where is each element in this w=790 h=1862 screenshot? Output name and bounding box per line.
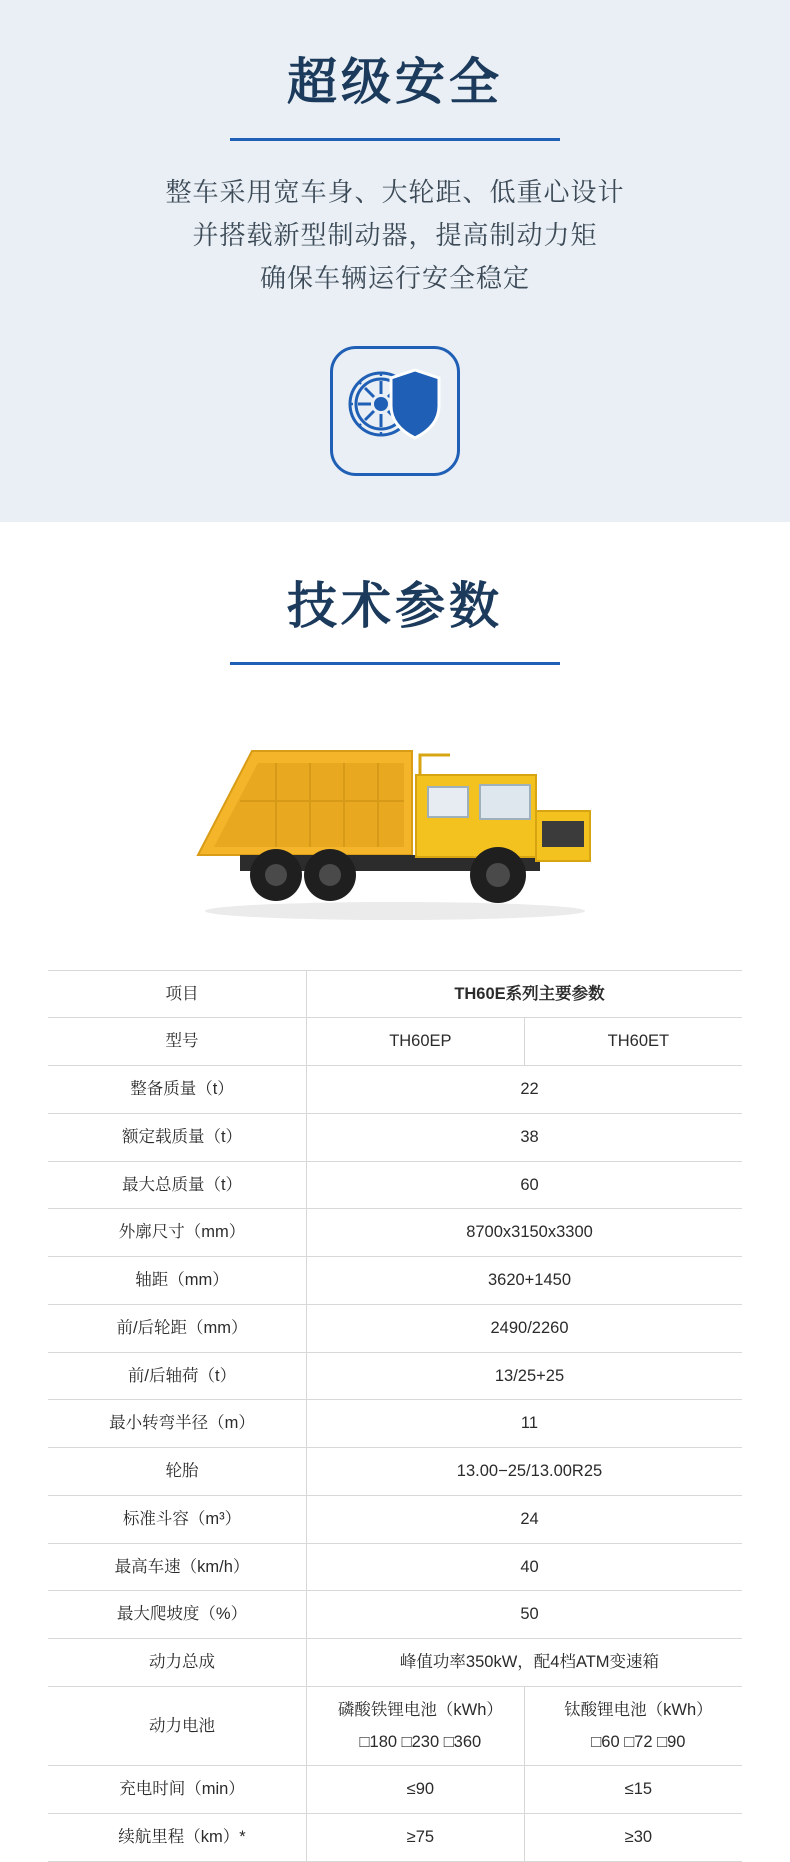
cell-value: 22 <box>307 1066 743 1114</box>
cell-item: 轮胎 <box>165 1462 199 1481</box>
table-row <box>48 1400 742 1448</box>
wheel-shield-icon <box>347 366 443 455</box>
cell-item: 动力电池 <box>149 1716 215 1735</box>
table-row <box>48 1448 742 1496</box>
cell-value-1: ≥75 <box>307 1814 525 1862</box>
table-row <box>48 1352 742 1400</box>
table-row-header <box>48 970 742 1018</box>
table-row <box>48 1543 742 1591</box>
spec-table-wrap <box>0 940 790 1862</box>
cell-item: 前/后轴荷（t） <box>127 1366 237 1385</box>
cell-value: 38 <box>307 1113 743 1161</box>
table-row <box>48 1591 742 1639</box>
safety-description <box>0 171 790 300</box>
table-row <box>48 1161 742 1209</box>
battery-1-type: 磷酸铁锂电池（kWh） <box>337 1700 503 1719</box>
cell-item: 续航里程（km）* <box>118 1828 246 1847</box>
cell-item: 外廓尺寸（mm） <box>118 1223 246 1242</box>
tech-params-section <box>0 522 790 1862</box>
cell-value: 11 <box>307 1400 743 1448</box>
table-row <box>48 1209 742 1257</box>
cell-item: 最大爬坡度（%） <box>116 1605 248 1624</box>
cell-item: 最大总质量（t） <box>121 1175 243 1194</box>
cell-item: 轴距（mm） <box>135 1271 229 1290</box>
table-row-model <box>48 1018 742 1066</box>
table-row <box>48 1113 742 1161</box>
cell-item: 前/后轮距（mm） <box>116 1318 248 1337</box>
cell-value: 峰值功率350kW，配4档ATM变速箱 <box>307 1639 743 1687</box>
safety-desc-line-1: 整车采用宽车身、大轮距、低重心设计 <box>165 177 625 207</box>
cell-item: 整备质量（t） <box>130 1080 234 1099</box>
cell-item: 额定载质量（t） <box>121 1127 243 1146</box>
battery-1-options: □180 □230 □360 <box>359 1732 482 1751</box>
safety-desc-line-2: 并搭载新型制动器，提高制动力矩 <box>192 219 598 250</box>
cell-item: 标准斗容（m³） <box>122 1509 242 1528</box>
tech-title-divider <box>230 662 560 665</box>
spec-table <box>48 970 742 1862</box>
table-row <box>48 1304 742 1352</box>
cell-value-1: ≤90 <box>307 1766 525 1814</box>
table-row <box>48 1257 742 1305</box>
safety-desc-line-3: 确保车辆运行安全稳定 <box>259 262 530 293</box>
table-row <box>48 1639 742 1687</box>
cell-value: 8700x3150x3300 <box>307 1209 743 1257</box>
cell-value: 13.00−25/13.00R25 <box>307 1448 743 1496</box>
cell-item: 动力总成 <box>149 1653 215 1672</box>
tech-params-title: 技术参数 <box>287 577 503 634</box>
cell-item: 充电时间（min） <box>119 1780 245 1799</box>
cell-item: 型号 <box>165 1032 199 1051</box>
truck-image <box>0 705 790 940</box>
table-row-battery <box>48 1686 742 1766</box>
cell-value: 13/25+25 <box>307 1352 743 1400</box>
safety-icon-badge <box>330 346 460 476</box>
cell-value-2: ≤15 <box>524 1766 742 1814</box>
table-row <box>48 1066 742 1114</box>
cell-value: 50 <box>307 1591 743 1639</box>
table-row-charge-time <box>48 1766 742 1814</box>
table-row <box>48 1495 742 1543</box>
cell-item: 最高车速（km/h） <box>114 1557 250 1576</box>
cell-item: 项目 <box>165 984 199 1003</box>
cell-value: 3620+1450 <box>307 1257 743 1305</box>
cell-battery-1 <box>307 1686 525 1766</box>
cell-item: 最小转弯半径（m） <box>109 1414 255 1433</box>
cell-value: 24 <box>307 1495 743 1543</box>
title-divider <box>230 138 560 141</box>
table-row-range <box>48 1814 742 1862</box>
cell-series-title: TH60E系列主要参数 <box>307 970 743 1018</box>
cell-value-2: TH60ET <box>524 1018 742 1066</box>
battery-2-type: 钛酸锂电池（kWh） <box>564 1700 713 1719</box>
cell-value-2: ≥30 <box>524 1814 742 1862</box>
safety-title: 超级安全 <box>287 54 503 110</box>
cell-value-1: TH60EP <box>307 1018 525 1066</box>
cell-battery-2 <box>524 1686 742 1766</box>
battery-2-options: □60 □72 □90 <box>591 1732 686 1751</box>
cell-value: 60 <box>307 1161 743 1209</box>
safety-section <box>0 0 790 522</box>
cell-value: 2490/2260 <box>307 1304 743 1352</box>
cell-value: 40 <box>307 1543 743 1591</box>
